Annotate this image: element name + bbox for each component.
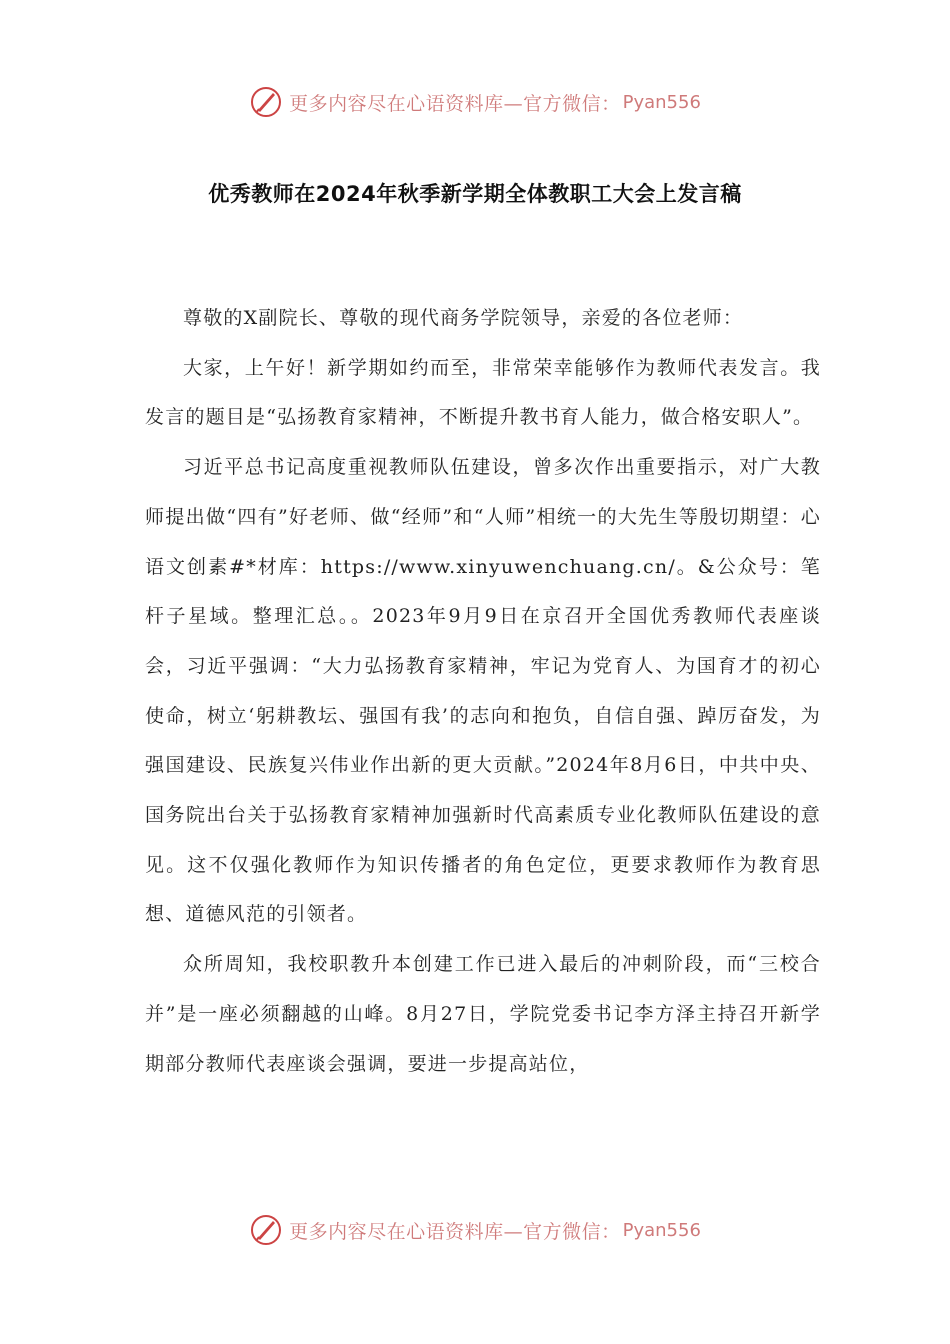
watermark-handle: Pyan556 [622,1219,701,1241]
document-body [145,294,821,1089]
paragraph: 习近平总书记高度重视教师队伍建设，曾多次作出重要指示，对广大教师提出做“四有”好老师、做“经师”和“人师”相统一的大先生等殷切期望：心语文创素#*材库：https://www.xinyuwenchuang.cn/。&公众号：笔杆子星域。整理汇总。。2023年9月9日在京召开全国优秀教师代表座谈会，习近平强调：“大力弘扬教育家精神，牢记为党育人、为国育才的初心使命，树立‘躬耕教坛、强国有我’的志向和抱负，自信自强、踔厉奋发，为强国建设、民族复兴伟业作出新的更大贡献。”2024年8月6日，中共中央、国务院出台关于弘扬教育家精神加强新时代高素质专业化教师队伍建设的意见。这不仅强化教师作为知识传播者的角色定位，更要求教师作为教育思想、道德风范的引领者。 [145,456,821,926]
paragraph: 众所周知，我校职教升本创建工作已进入最后的冲刺阶段，而“三校合并”是一座必须翻越的山峰。8月27日，学院党委书记李方泽主持召开新学期部分教师代表座谈会强调，要进一步提高站位， [145,953,821,1075]
document-title: 优秀教师在2024年秋季新学期全体教职工大会上发言稿 [208,182,742,206]
watermark-text: 更多内容尽在心语资料库—官方微信： [289,92,621,115]
header-watermark [0,82,950,122]
quill-logo-icon [249,85,283,119]
watermark-text: 更多内容尽在心语资料库—官方微信： [289,1220,621,1243]
footer-watermark [0,1210,950,1250]
paragraph-salutation: 尊敬的X副院长、尊敬的现代商务学院领导，亲爱的各位老师： [183,307,744,329]
paragraph: 大家，上午好！新学期如约而至，非常荣幸能够作为教师代表发言。我发言的题目是“弘扬教育家精神，不断提升教书育人能力，做合格安职人”。 [145,356,821,429]
quill-logo-icon [249,1213,283,1247]
watermark-handle: Pyan556 [622,91,701,113]
